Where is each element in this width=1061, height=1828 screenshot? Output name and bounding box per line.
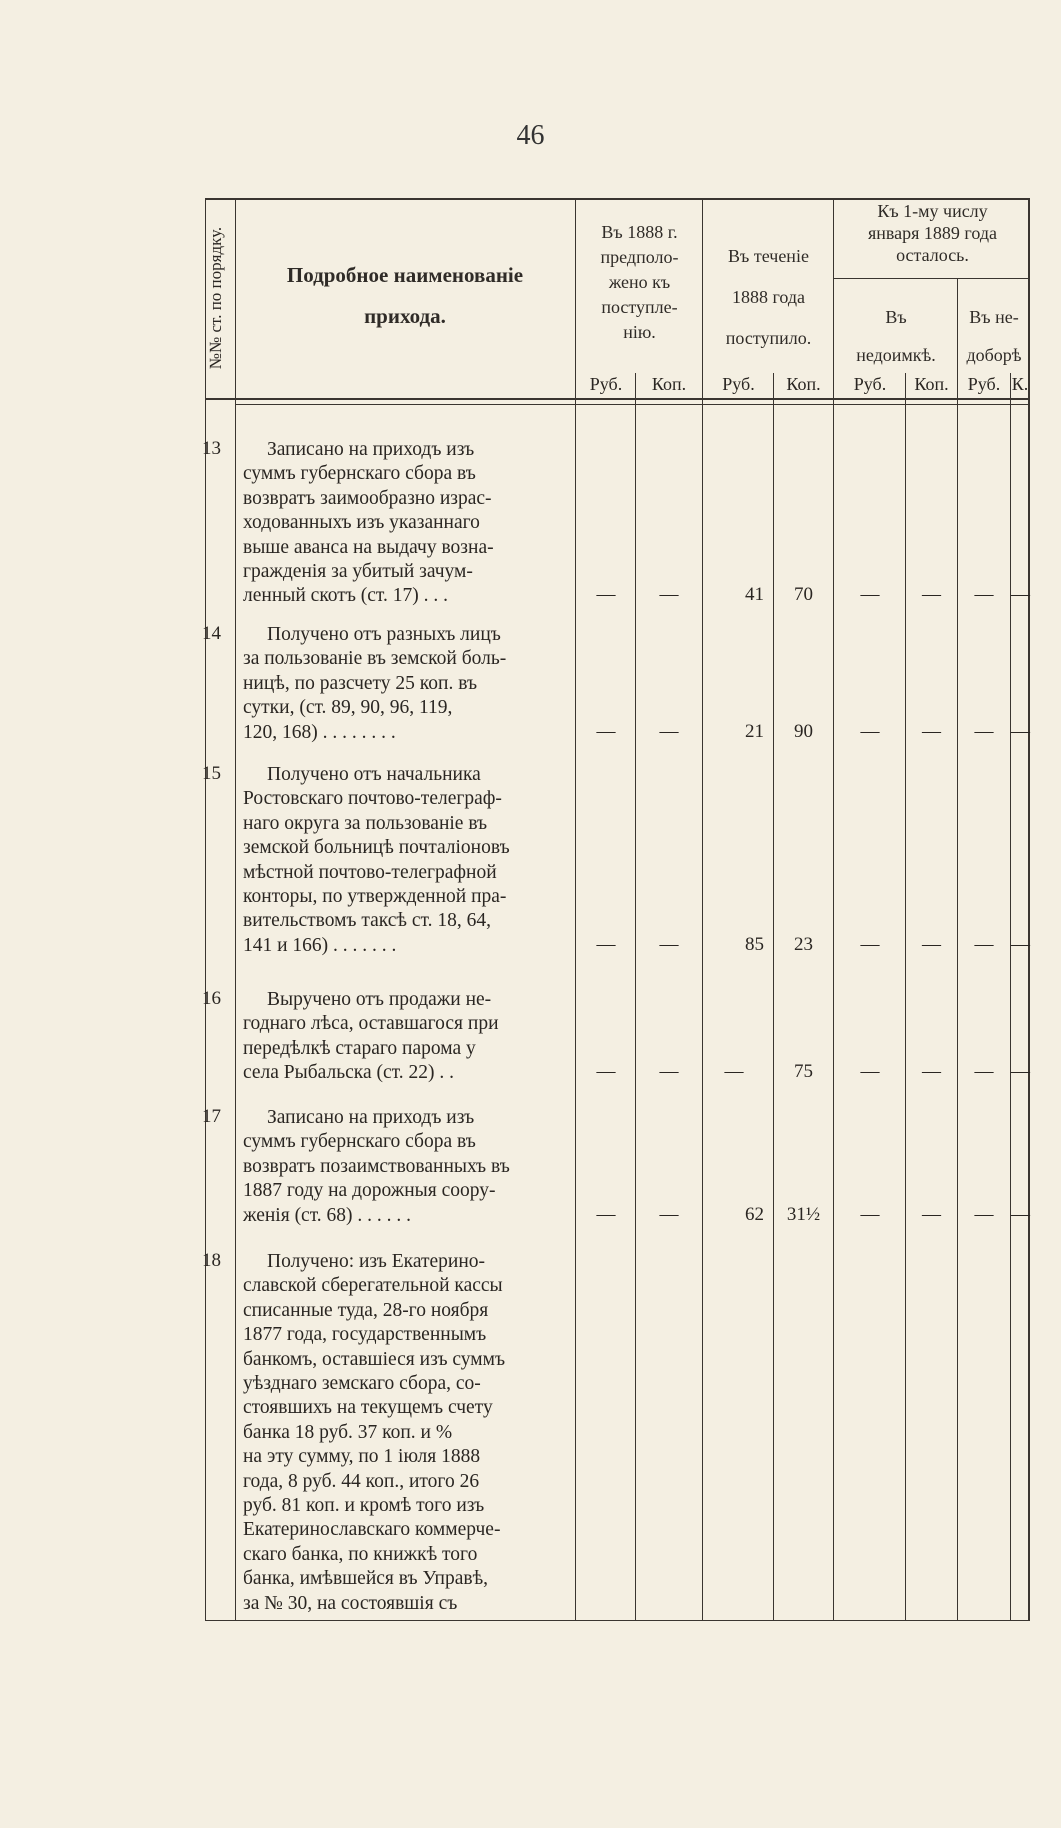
description-line: выше аванса на выдачу возна- — [243, 536, 494, 558]
column-header-name: Подробное наименованіе прихода. — [286, 263, 524, 328]
description-line: ленный скотъ (ст. 17) . . . — [243, 585, 448, 607]
unit-label: К. — [1011, 374, 1029, 394]
row-description — [243, 1250, 561, 1616]
value-cell: — — [1011, 1203, 1030, 1225]
row-number: 16 — [202, 988, 221, 1009]
description-line: возвратъ позаимствованныхъ въ — [243, 1155, 510, 1177]
description-line: Получено: изъ Екатерино- — [267, 1251, 486, 1272]
value-cell: — — [659, 1061, 679, 1083]
unit-label: Руб. — [853, 374, 887, 394]
value-cell: — — [596, 1061, 616, 1083]
description-line: банка, имѣвшейся въ Управѣ, — [243, 1568, 489, 1590]
row-description — [243, 623, 561, 745]
description-line: Ростовскаго почтово-телеграф- — [243, 788, 502, 810]
description-line: банка 18 руб. 37 коп. и % — [243, 1421, 453, 1443]
description-line: на эту сумму, по 1 іюля 1888 — [243, 1446, 481, 1468]
value-cell: 62 — [745, 1203, 764, 1225]
description-line: женія (ст. 68) . . . . . . — [243, 1204, 412, 1226]
description-line: земской больницѣ почталіоновъ — [243, 837, 510, 859]
description-line: передѣлкѣ стараго парома у — [243, 1037, 476, 1059]
description-line: гражденія за убитый зачум- — [243, 561, 473, 583]
description-line: мѣстной почтово-телеграфной — [243, 861, 497, 883]
value-cell: — — [974, 584, 994, 606]
value-cell: — — [860, 720, 880, 742]
value-cell: — — [922, 720, 941, 742]
row-description — [243, 763, 561, 958]
row-description — [243, 438, 561, 609]
value-cell: — — [1011, 1061, 1030, 1083]
description-line: Получено отъ начальника — [267, 764, 481, 785]
column-header-expected: Въ 1888 г. предполо- жено къ поступле- нію. — [600, 222, 679, 342]
value-cell: 23 — [794, 933, 813, 955]
unit-label: Руб. — [589, 374, 623, 394]
row-number: 15 — [202, 763, 221, 784]
description-line: 120, 168) . . . . . . . . — [243, 721, 396, 743]
value-cell: 75 — [794, 1061, 813, 1083]
value-cell: — — [596, 584, 616, 606]
description-line: 1887 году на дорожныя соору- — [243, 1180, 496, 1202]
row-number: 17 — [202, 1106, 221, 1127]
description-line: суммъ губернскаго сбора въ — [243, 1131, 476, 1153]
row-number: 18 — [202, 1250, 221, 1271]
description-line: годнаго лѣса, оставшагося при — [243, 1013, 499, 1035]
value-cell: — — [596, 720, 616, 742]
description-line: стоявшихъ на текущемъ счету — [243, 1397, 493, 1419]
row-description — [243, 1106, 561, 1228]
description-line: села Рыбальска (ст. 22) . . — [243, 1062, 454, 1084]
value-cell: — — [659, 1203, 679, 1225]
description-line: 141 и 166) . . . . . . . — [243, 934, 397, 956]
value-cell: 21 — [745, 720, 764, 742]
row-number: 13 — [202, 438, 221, 459]
value-cell: — — [659, 584, 679, 606]
description-line: 1877 года, государственнымъ — [243, 1324, 487, 1346]
value-cell: 85 — [745, 933, 764, 955]
income-table — [202, 198, 1030, 1623]
description-line: вительствомъ таксѣ ст. 18, 64, — [243, 910, 491, 932]
value-cell: — — [974, 933, 994, 955]
description-line: Выручено отъ продажи не- — [267, 989, 492, 1010]
unit-label: Коп. — [914, 374, 949, 394]
description-line: за пользованіе въ земской боль- — [243, 648, 507, 670]
description-line: ницѣ, по разсчету 25 коп. въ — [243, 672, 478, 694]
description-line: Записано на приходъ изъ — [267, 439, 475, 460]
column-header-number: №№ ст. по порядку. — [206, 226, 225, 370]
description-line: суммъ губернскаго сбора въ — [243, 463, 476, 485]
row-description — [243, 988, 561, 1086]
description-line: Екатеринославскаго коммерче- — [243, 1519, 501, 1541]
column-header-received: Въ теченіе 1888 года поступило. — [725, 246, 812, 348]
description-line: уѣзднаго земскаго сбора, со- — [243, 1373, 481, 1395]
description-line: списанные туда, 28-го ноября — [243, 1299, 489, 1321]
column-header-arrears: Въ недоимкѣ. — [856, 307, 936, 365]
description-line: славской сберегательной кассы — [243, 1275, 503, 1297]
value-cell: 70 — [794, 584, 813, 606]
unit-label: Коп. — [786, 374, 821, 394]
description-line: руб. 81 коп. и кромѣ того изъ — [243, 1495, 485, 1517]
value-cell: — — [922, 933, 941, 955]
value-cell: — — [596, 1203, 616, 1225]
description-line: года, 8 руб. 44 коп., итого 26 — [243, 1470, 480, 1492]
description-line: конторы, по утвержденной пра- — [243, 886, 507, 908]
description-line: сутки, (ст. 89, 90, 96, 119, — [243, 697, 453, 719]
value-cell: — — [860, 1203, 880, 1225]
value-cell: — — [596, 933, 616, 955]
value-cell: — — [1011, 720, 1030, 742]
value-cell: 90 — [794, 720, 813, 742]
description-line: наго округа за пользованіе въ — [243, 812, 488, 834]
value-cell: — — [922, 1061, 941, 1083]
unit-label: Руб. — [722, 374, 755, 394]
page-number: 46 — [516, 120, 545, 151]
value-cell: — — [659, 720, 679, 742]
value-cell: — — [922, 1203, 941, 1225]
description-line: за № 30, на состоявшія съ — [243, 1592, 458, 1614]
description-line: скаго банка, по книжкѣ того — [243, 1543, 478, 1565]
description-line: Получено отъ разныхъ лицъ — [267, 624, 501, 645]
value-cell: 41 — [745, 584, 764, 606]
value-cell: — — [1011, 933, 1030, 955]
unit-label: Руб. — [967, 374, 1001, 394]
value-cell: — — [974, 1061, 994, 1083]
description-line: возвратъ заимообразно израс- — [243, 487, 492, 509]
value-cell: — — [724, 1061, 744, 1083]
value-cell: — — [922, 584, 941, 606]
column-header-shortfall: Въ не- доборѣ — [966, 307, 1022, 365]
value-cell: — — [860, 584, 880, 606]
description-line: банкомъ, оставшіеся изъ суммъ — [243, 1348, 506, 1370]
value-cell: — — [860, 1061, 880, 1083]
value-cell: — — [974, 1203, 994, 1225]
row-number: 14 — [202, 623, 221, 644]
value-cell: 31½ — [786, 1203, 821, 1225]
unit-label: Коп. — [651, 374, 687, 394]
value-cell: — — [659, 933, 679, 955]
column-header-remaining: Къ 1-му числу января 1889 года осталось. — [867, 201, 997, 265]
description-line: ходованныхъ изъ указаннаго — [243, 512, 480, 534]
description-line: Записано на приходъ изъ — [267, 1107, 475, 1128]
value-cell: — — [974, 720, 994, 742]
value-cell: — — [860, 933, 880, 955]
value-cell: — — [1011, 584, 1030, 606]
